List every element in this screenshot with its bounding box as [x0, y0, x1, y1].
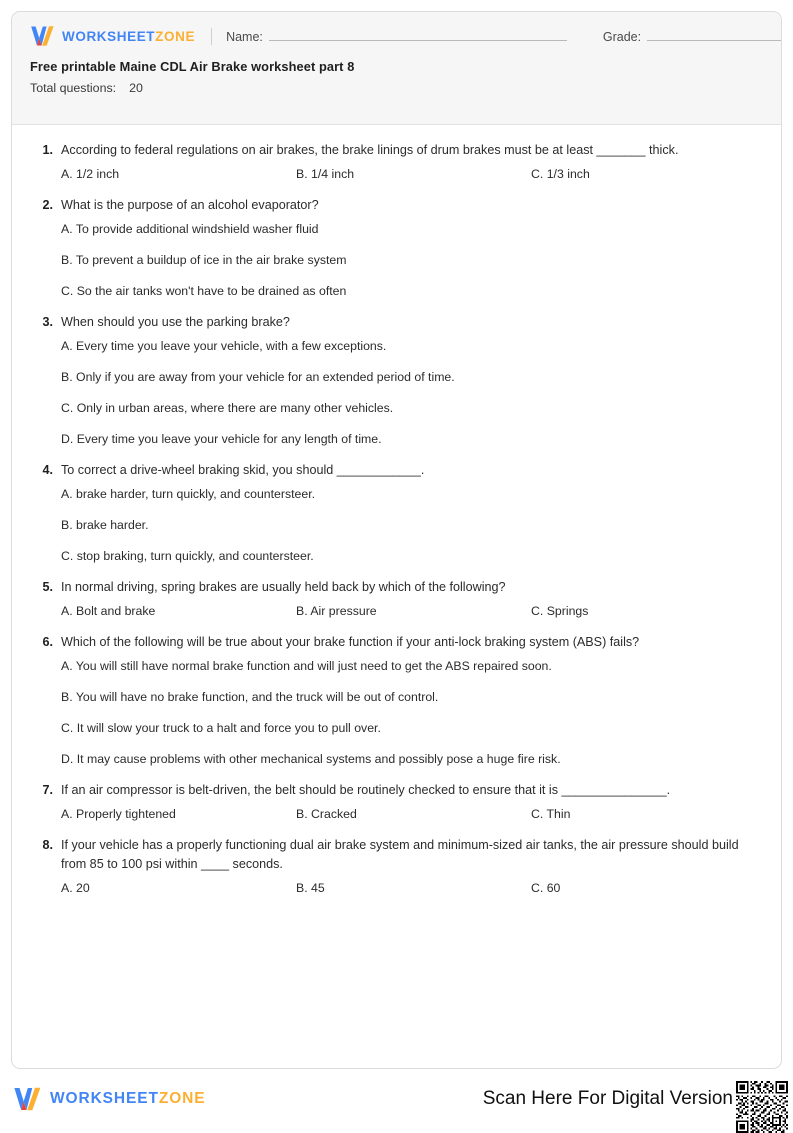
question-head — [32, 141, 761, 160]
answer-option[interactable]: A. You will still have normal brake function and will just need to get the ABS repaired soon. — [61, 659, 552, 673]
question-number: 5. — [42, 580, 53, 594]
total-questions-label: Total questions: — [30, 81, 117, 95]
worksheet-footer — [0, 1080, 793, 1122]
brand-word-zone: ZONE — [155, 28, 196, 44]
answer-option[interactable]: A. 1/2 inch — [61, 167, 120, 181]
question-item — [32, 633, 761, 768]
qr-code-icon[interactable] — [736, 1081, 788, 1133]
answer-option[interactable]: B. brake harder. — [61, 518, 149, 532]
question-item — [32, 461, 761, 565]
header-divider — [211, 28, 212, 45]
worksheet-header — [12, 12, 781, 125]
question-number: 6. — [42, 635, 53, 649]
question-head — [32, 313, 761, 332]
answer-option[interactable]: A. To provide additional windshield washer fluid — [61, 222, 319, 236]
question-text: What is the purpose of an alcohol evaporator? — [61, 198, 319, 212]
worksheet-zone-logo-icon — [30, 25, 55, 47]
question-text: If an air compressor is belt-driven, the belt should be routinely checked to ensure that it is _______________. — [61, 783, 671, 797]
question-head — [32, 781, 761, 800]
question-number: 2. — [42, 198, 53, 212]
question-text: To correct a drive-wheel braking skid, you should ____________. — [61, 463, 425, 477]
question-number: 1. — [42, 143, 53, 157]
name-label: Name: — [226, 29, 263, 44]
total-questions-row — [30, 79, 763, 97]
footer-brand — [13, 1086, 206, 1112]
total-questions-value: 20 — [129, 81, 143, 95]
answer-option[interactable]: C. 60 — [531, 881, 561, 895]
question-head — [32, 633, 761, 652]
answer-option[interactable]: C. 1/3 inch — [531, 167, 590, 181]
brand-wordmark — [62, 29, 195, 44]
answer-option[interactable]: D. Every time you leave your vehicle for any length of time. — [61, 432, 382, 446]
answer-option[interactable]: B. To prevent a buildup of ice in the air brake system — [61, 253, 347, 267]
question-head — [32, 836, 761, 874]
question-text: In normal driving, spring brakes are usually held back by which of the following? — [61, 580, 506, 594]
answer-option[interactable]: A. Bolt and brake — [61, 604, 156, 618]
question-item — [32, 836, 761, 897]
answer-option[interactable]: B. You will have no brake function, and the truck will be out of control. — [61, 690, 439, 704]
footer-brand-wordmark — [50, 1090, 206, 1108]
question-text: When should you use the parking brake? — [61, 315, 290, 329]
question-number: 4. — [42, 463, 53, 477]
question-item — [32, 196, 761, 300]
footer-brand-word-zone: ZONE — [158, 1090, 206, 1107]
answer-option[interactable]: C. So the air tanks won't have to be drained as often — [61, 284, 347, 298]
name-input-rule[interactable] — [269, 29, 567, 41]
option-group — [32, 805, 761, 823]
question-head — [32, 196, 761, 215]
question-item — [32, 781, 761, 823]
answer-option[interactable]: C. Thin — [531, 807, 571, 821]
answer-option[interactable]: A. 20 — [61, 881, 90, 895]
question-number: 3. — [42, 315, 53, 329]
questions-list — [12, 125, 781, 920]
option-group — [32, 879, 761, 897]
brand-word-worksheet: WORKSHEET — [62, 28, 156, 44]
question-number: 7. — [42, 783, 53, 797]
header-top-row — [12, 12, 781, 46]
answer-option[interactable]: D. It may cause problems with other mechanical systems and possibly pose a huge fire risk. — [61, 752, 561, 766]
header-meta — [12, 46, 781, 97]
answer-option[interactable]: B. 1/4 inch — [296, 167, 355, 181]
question-number: 8. — [42, 838, 53, 852]
footer-brand-word-worksheet: WORKSHEET — [50, 1090, 159, 1107]
answer-option[interactable]: C. Springs — [531, 604, 589, 618]
answer-option[interactable]: A. Every time you leave your vehicle, with a few exceptions. — [61, 339, 387, 353]
answer-option[interactable]: B. Only if you are away from your vehicle for an extended period of time. — [61, 370, 455, 384]
answer-option[interactable]: C. It will slow your truck to a halt and force you to pull over. — [61, 721, 381, 735]
option-group — [32, 220, 761, 300]
question-item — [32, 313, 761, 448]
answer-option[interactable]: B. 45 — [296, 881, 325, 895]
question-head — [32, 578, 761, 597]
question-item — [32, 578, 761, 620]
scan-instruction-text: Scan Here For Digital Version — [482, 1088, 733, 1109]
grade-field[interactable] — [603, 29, 782, 44]
answer-option[interactable]: C. Only in urban areas, where there are many other vehicles. — [61, 401, 394, 415]
grade-input-rule[interactable] — [647, 29, 782, 41]
option-group — [32, 165, 761, 183]
question-head — [32, 461, 761, 480]
answer-option[interactable]: B. Air pressure — [296, 604, 377, 618]
worksheet-sheet — [11, 11, 782, 1069]
question-item — [32, 141, 761, 183]
question-text: According to federal regulations on air brakes, the brake linings of drum brakes must be at least _______ thick. — [61, 143, 679, 157]
grade-label: Grade: — [602, 29, 642, 44]
question-text: Which of the following will be true about your brake function if your anti-lock braking system (ABS) fails? — [61, 635, 640, 649]
answer-option[interactable]: A. Properly tightened — [61, 807, 176, 821]
answer-option[interactable]: B. Cracked — [296, 807, 357, 821]
name-field[interactable] — [226, 29, 567, 44]
option-group — [32, 485, 761, 565]
option-group — [32, 602, 761, 620]
answer-option[interactable]: C. stop braking, turn quickly, and countersteer. — [61, 549, 314, 563]
page-title: Free printable Maine CDL Air Brake worksheet part 8 — [30, 59, 355, 74]
answer-option[interactable]: A. brake harder, turn quickly, and countersteer. — [61, 487, 316, 501]
option-group — [32, 337, 761, 448]
question-text: If your vehicle has a properly functioning dual air brake system and minimum-sized air tanks, the air pressure should build from 85 to 100 psi within ____ seconds. — [61, 838, 739, 871]
option-group — [32, 657, 761, 768]
worksheet-zone-logo-icon — [13, 1086, 42, 1112]
